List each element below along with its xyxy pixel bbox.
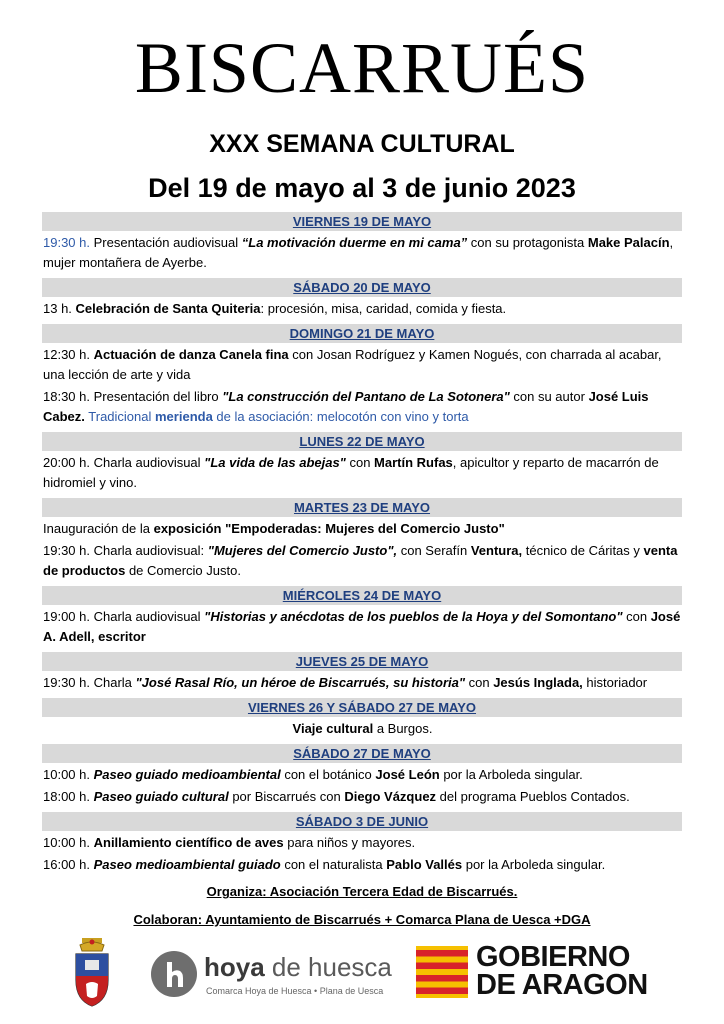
aragon-flag-stripe [416,950,468,957]
event-text-segment: , mujer montañera de Ayerbe. [43,235,674,270]
event-text-segment: 13 h. [43,301,76,316]
day-header: MARTES 23 DE MAYO [42,498,682,517]
day-header: VIERNES 26 Y SÁBADO 27 DE MAYO [42,698,682,717]
program-schedule [42,212,682,877]
event-item [43,541,682,581]
event-text-segment: Jesús Inglada, [493,675,583,690]
event-text-segment: Ventura, [470,543,523,558]
event-text-segment: : procesión, misa, caridad, comida y fiesta. [260,301,507,316]
event-dates: Del 19 de mayo al 3 de junio 2023 [148,173,576,203]
event-item [43,299,682,319]
event-text-segment: con el botánico [280,767,376,782]
event-text-segment: con Serafín [397,543,471,558]
event-text-segment: Presentación audiovisual [90,235,242,250]
aragon-flag-stripe [416,963,468,970]
event-text-segment: 18:30 h. Presentación del libro [43,389,223,404]
event-text-segment: 19:00 h. Charla audiovisual [43,609,205,624]
event-text-segment: Inauguración de la [43,521,154,536]
event-text-segment: a Burgos. [373,721,433,736]
event-text-segment: José Luis Cabez. [43,389,649,424]
event-text-segment: “La motivación duerme en mi cama” [241,235,468,250]
event-text-segment: José A. Adell, escritor [43,609,681,644]
event-item [43,607,682,647]
event-text-segment: Actuación de danza Canela fina [93,347,289,362]
event-item [43,719,682,739]
event-text-segment: de Comercio Justo. [125,563,241,578]
event-text-segment: "La vida de las abejas" [204,455,346,470]
event-text-segment: Paseo medioambiental guiado [93,857,281,872]
event-item [43,855,682,875]
day-header: VIERNES 19 DE MAYO [42,212,682,231]
event-item [43,233,682,273]
event-text-segment: 19:30 h. Charla [43,675,136,690]
event-text-segment: Anillamiento científico de aves [93,835,284,850]
hoya-logo-text: hoya de huesca [204,952,392,982]
page-title: BISCARRUÉS [134,28,590,108]
event-text-segment: José León [375,767,440,782]
sponsor-logos [0,934,724,1014]
event-text-segment: 18:00 h. [43,789,94,804]
event-text-segment: exposición "Empoderadas: Mujeres del Comercio Justo" [153,521,505,536]
event-text-segment: 20:00 h. Charla audiovisual [43,455,205,470]
event-item [43,787,682,807]
event-text-segment: por Biscarrués con [228,789,345,804]
event-text-segment: Viaje cultural [292,721,374,736]
aragon-logo-line2: DE ARAGON [476,969,648,1001]
event-text-segment: por la Arboleda singular. [462,857,606,872]
event-text-segment: 10:00 h. [43,835,94,850]
event-text-segment: con Josan Rodríguez y Kamen Nogués, con charrada al acabar, una lección de arte y vida [43,347,662,382]
event-item [43,453,682,493]
event-text-segment: Pablo Vallés [386,857,463,872]
event-text-segment: 10:00 h. [43,767,94,782]
aragon-flag-icon [416,946,468,998]
day-header: SÁBADO 27 DE MAYO [42,744,682,763]
event-text-segment: con su autor [509,389,589,404]
event-text-segment: 19:30 h. [43,235,90,250]
event-text-segment: "Mujeres del Comercio Justo", [207,543,398,558]
event-text-segment: de la asociación: melocotón con vino y torta [212,409,469,424]
event-item [43,387,682,427]
biscarrues-shield-icon [70,936,114,1008]
event-text-segment: Celebración de Santa Quiteria [75,301,261,316]
event-text-segment: venta de productos [43,543,678,578]
event-text-segment: con [622,609,651,624]
day-header: SÁBADO 3 DE JUNIO [42,812,682,831]
day-header: SÁBADO 20 DE MAYO [42,278,682,297]
event-text-segment: 12:30 h. [43,347,94,362]
hoya-h-mark-icon [150,950,198,998]
event-item [43,345,682,385]
event-text-segment: "Historias y anécdotas de los pueblos de la Hoya y del Somontano" [204,609,623,624]
aragon-logo-line1: GOBIERNO [476,941,630,973]
day-header: LUNES 22 DE MAYO [42,432,682,451]
event-text-segment: con [345,455,375,470]
event-text-segment: con su protagonista [467,235,588,250]
event-text-segment: técnico de Cáritas y [522,543,644,558]
event-item [43,765,682,785]
event-text-segment: con el naturalista [280,857,387,872]
event-text-segment: Make Palacín [587,235,670,250]
aragon-flag-stripe [416,988,468,995]
event-text-segment: del programa Pueblos Contados. [436,789,630,804]
collaborators-line: Colaboran: Ayuntamiento de Biscarrués + Comarca Plana de Uesca +DGA [133,912,591,927]
event-text-segment: Diego Vázquez [344,789,437,804]
event-text-segment: Paseo guiado medioambiental [93,767,281,782]
day-header: DOMINGO 21 DE MAYO [42,324,682,343]
event-subtitle: XXX SEMANA CULTURAL [209,130,515,158]
event-text-segment: para niños y mayores. [283,835,416,850]
event-text-segment: Paseo guiado cultural [93,789,229,804]
event-text-segment: , apicultor y reparto de macarrón de hidromiel y vino. [43,455,659,490]
event-text-segment: por la Arboleda singular. [439,767,583,782]
event-text-segment: Tradicional [84,409,155,424]
event-text-segment: 19:30 h. Charla audiovisual: [43,543,208,558]
event-item [43,519,682,539]
day-header: JUEVES 25 DE MAYO [42,652,682,671]
event-text-segment: Martín Rufas [374,455,453,470]
event-text-segment: merienda [155,409,213,424]
event-text-segment: 16:00 h. [43,857,94,872]
event-text-segment: "José Rasal Río, un héroe de Biscarrués, su historia" [135,675,466,690]
event-item [43,833,682,853]
event-item [43,673,682,693]
day-header: MIÉRCOLES 24 DE MAYO [42,586,682,605]
aragon-flag-stripe [416,975,468,982]
event-text-segment: historiador [582,675,648,690]
event-text-segment: "La construcción del Pantano de La Sotonera" [222,389,510,404]
hoya-logo-subtitle: Comarca Hoya de Huesca • Plana de Uesca [206,986,384,996]
event-text-segment: con [465,675,494,690]
organizer-line: Organiza: Asociación Tercera Edad de Biscarrués. [206,884,518,899]
